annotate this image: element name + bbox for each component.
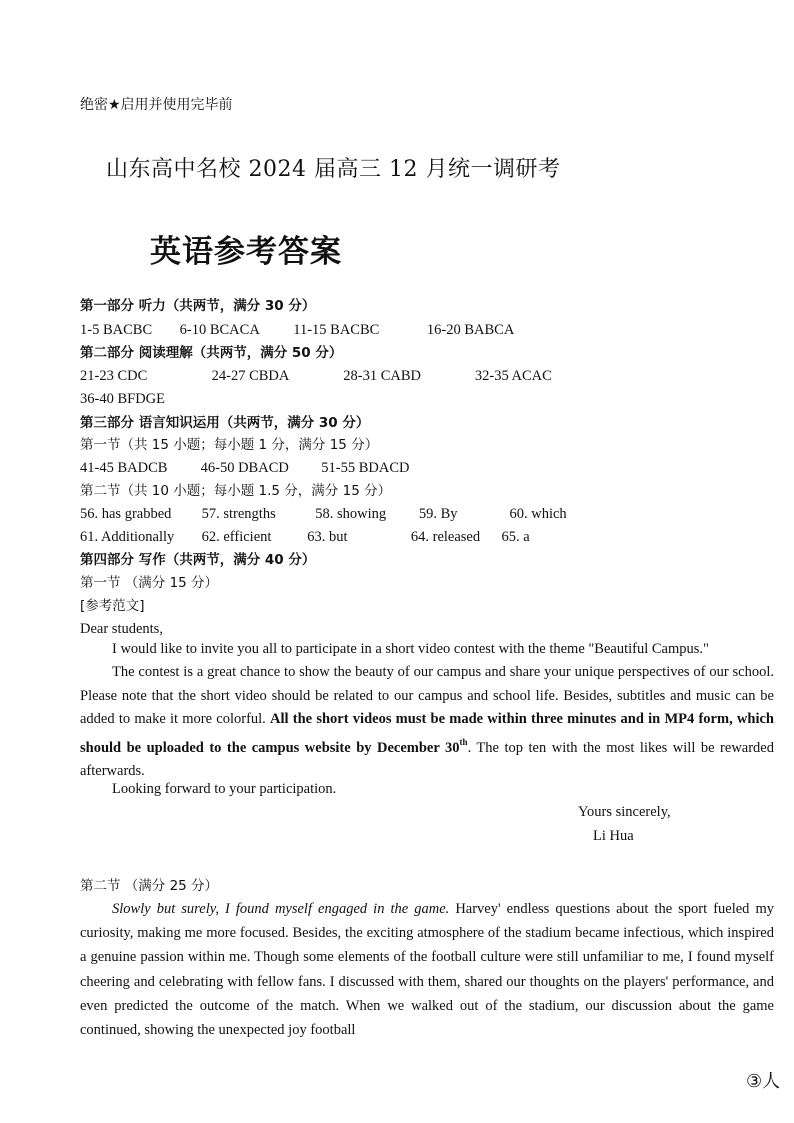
story-opening-sentence: Slowly but surely, I found myself engaged in the game.: [112, 901, 450, 917]
answer-item: 56. has grabbed: [80, 506, 172, 522]
answer-item: 64. released: [410, 529, 481, 545]
part2-answers-row1: [80, 366, 552, 386]
letter-text: The contest is a great chance to show the beauty of our campus and share your unique perspectives of our school. Please note that the short video should be related to our campus and school life. Besides, subtitles and music can be added to make it more colorful.: [80, 664, 774, 727]
answer-group: 32-35 ACAC: [474, 368, 552, 384]
letter-paragraph-3: [80, 778, 774, 802]
answer-group: 46-50 DBACD: [200, 460, 289, 476]
part4-section2-heading: 第二节 （满分 25 分）: [80, 878, 219, 894]
superscript: th: [459, 737, 468, 748]
answer-group: 1-5 BACBC: [80, 322, 153, 338]
answer-item: 62. efficient: [201, 529, 272, 545]
letter-text: Looking forward to your participation.: [112, 781, 337, 797]
part3-heading: 第三部分 语言知识运用（共两节，满分 30 分）: [80, 415, 370, 431]
answer-group: 51-55 BDACD: [321, 460, 410, 476]
letter-text: I would like to invite you all to participate in a short video contest with the theme "Beautiful Campus.": [112, 641, 709, 657]
letter-paragraph-2: [80, 661, 774, 783]
answer-item: 58. showing: [315, 506, 387, 522]
answer-group: 41-45 BADCB: [80, 460, 168, 476]
part2-heading: 第二部分 阅读理解（共两节，满分 50 分）: [80, 345, 343, 361]
letter-text: . The top ten with the most likes will be rewarded afterwards.: [80, 739, 774, 779]
part3-section2-row2: [80, 527, 530, 547]
part3-section1-heading: 第一节（共 15 小题；每小题 1 分，满分 15 分）: [80, 437, 379, 453]
secrecy-label: 绝密★启用并使用完毕前: [80, 97, 233, 113]
answer-group: 24-27 CBDA: [211, 368, 290, 384]
story-text: Harvey' endless questions about the sport fueled my curiosity, making me more focused. Besides, the exciting atmosphere of the stadium became infectious, which inspired a genuine passion within me. Though some elements of the football culture were still unfamiliar to me, I found myself cheering and celebrating with fellow fans. I discussed with them, shared our thoughts on the players' performance, and even predicted the outcome of the match. When we walked out of the stadium, our discussion about the game continued, showing the unexpected joy football: [80, 901, 774, 1039]
part3-section1-answers: [80, 458, 409, 478]
answer-item: 57. strengths: [201, 506, 276, 522]
answer-key-title: 英语参考答案: [150, 234, 342, 270]
part1-heading: 第一部分 听力（共两节，满分 30 分）: [80, 298, 316, 314]
exam-title: 山东高中名校 2024 届高三 12 月统一调研考: [106, 157, 561, 182]
story-continuation: [80, 897, 774, 1042]
part1-answers: [80, 320, 514, 340]
part4-section1-heading: 第一节 （满分 15 分）: [80, 575, 219, 591]
answer-group: 28-31 CABD: [343, 368, 421, 384]
letter-signature: Li Hua: [593, 828, 634, 844]
page-mark: ③人: [746, 1071, 781, 1092]
answer-item: 65. a: [501, 529, 530, 545]
answer-item: 63. but: [307, 529, 348, 545]
answer-group: 6-10 BCACA: [179, 322, 260, 338]
letter-paragraph-1: [80, 638, 774, 662]
letter-salutation: Dear students,: [80, 621, 163, 637]
answer-item: 59. By: [418, 506, 458, 522]
answer-item: 61. Additionally: [80, 529, 175, 545]
letter-text-bold: All the short videos must be made within three minutes and in MP4 form, which should be uploaded to the campus website by December 30: [80, 711, 774, 756]
answer-group: 21-23 CDC: [80, 368, 148, 384]
sample-label: [参考范文]: [80, 598, 145, 614]
answer-group: 36-40 BFDGE: [80, 391, 165, 407]
letter-closing: Yours sincerely,: [578, 804, 671, 820]
answer-group: 11-15 BACBC: [293, 322, 380, 338]
part2-answers-row2: [80, 389, 165, 409]
part3-section2-row1: [80, 504, 567, 524]
answer-item: 60. which: [509, 506, 567, 522]
part3-section2-heading: 第二节（共 10 小题；每小题 1.5 分，满分 15 分）: [80, 483, 392, 499]
answer-group: 16-20 BABCA: [426, 322, 515, 338]
part4-heading: 第四部分 写作（共两节，满分 40 分）: [80, 552, 316, 568]
